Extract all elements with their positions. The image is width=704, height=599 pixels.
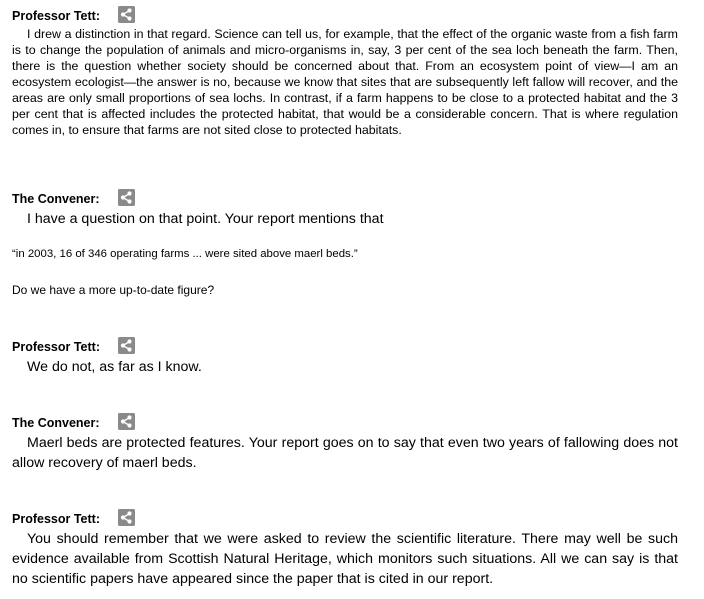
speaker-line [12,509,678,529]
speaker-name: Professor Tett: [12,340,100,354]
share-icon[interactable] [118,509,135,526]
followup-question: Do we have a more up-to-date figure? [12,283,215,297]
speaker-name: Professor Tett: [12,512,100,526]
statement-text: You should remember that we were asked to review the scientific literature. There may well be such evidence available from Scottish Natural Heritage, which monitors such situations. All we can say is that no scientific papers have appeared since the paper that is cited in our report. [12,531,678,587]
transcript-entry [12,337,678,377]
speaker-name: The Convener: [12,192,100,206]
statement-text: We do not, as far as I know. [27,359,202,375]
speaker-line [12,337,678,357]
transcript-entry [12,509,678,589]
share-icon[interactable] [118,189,135,206]
speaker-line [12,189,678,209]
share-icon[interactable] [118,337,135,354]
statement-text: Maerl beds are protected features. Your report goes on to say that even two years of fallowing does not allow recovery of maerl beds. [12,435,678,471]
transcript-entry [12,6,678,138]
statement-text: I drew a distinction in that regard. Science can tell us, for example, that the effect of the organic waste from a fish farm is to change the population of animals and micro-organisms in, say, 3 per cent of the sea loch beneath the farm. Then, there is the question whether society should be concerned about that. From an ecosystem point of view—I am an ecosystem ecologist—the answer is no, because we know that sites that are subsequently left fallow will recover, and the areas are only small proportions of sea lochs. In contrast, if a farm happens to be close to a protected habitat and the 3 per cent that is affected includes the protected habitat, that would be a considerable concern. That is where regulation comes in, to ensure that farms are not sited close to protected habitats. [12,27,678,137]
transcript-entry [12,189,678,229]
quoted-text: “in 2003, 16 of 346 operating farms ... were sited above maerl beds.” [12,248,358,260]
share-icon[interactable] [118,413,135,430]
transcript-entry [12,413,678,473]
speaker-line [12,413,678,433]
speaker-name: The Convener: [12,416,100,430]
speaker-line [12,6,678,26]
speaker-name: Professor Tett: [12,9,100,23]
share-icon[interactable] [118,6,135,23]
statement-text: I have a question on that point. Your report mentions that [27,211,384,227]
